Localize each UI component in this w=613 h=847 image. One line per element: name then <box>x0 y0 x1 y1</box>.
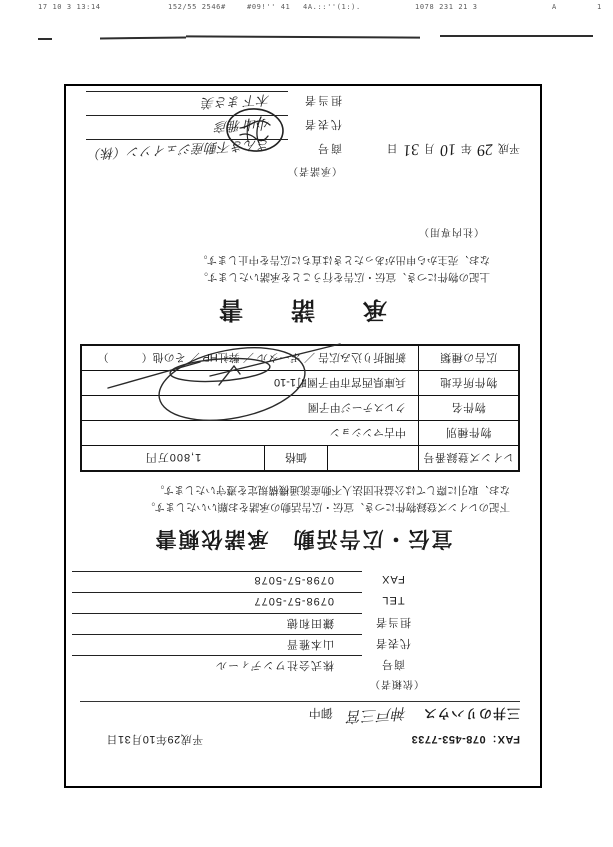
table-header-cell: レインズ登録番号 <box>419 446 520 472</box>
table-value-cell: 新聞折り込み広告 ／ ポータル ／ 弊社HP ／ その他（ ） <box>81 345 419 371</box>
requester-row-label: TEL <box>381 594 405 606</box>
table-header-cell: 物件所在地 <box>419 371 520 396</box>
requester-row <box>72 613 424 634</box>
fax-header-page-count: 1 <box>597 3 602 11</box>
table-header-cell: 広告の種類 <box>419 345 520 371</box>
internal-use-note: （社内専用） <box>418 225 484 237</box>
table-row-ad-type <box>81 345 519 371</box>
consent-text-line: 上記の物件につき、宣伝・広告を行うことを承諾いたします。 <box>197 271 490 284</box>
requester-row-value: 鎌田和徳 <box>72 613 362 632</box>
consenter-row-label: 担当者 <box>303 93 342 106</box>
date-era: 平成 <box>498 141 520 154</box>
scan-divider-segment <box>100 37 186 40</box>
requester-row-label: 商号 <box>381 658 405 670</box>
scanned-page <box>64 84 542 788</box>
requester-row-value: 0798-57-5077 <box>72 592 362 607</box>
fax-header-station-name: 4A.::''(1:). <box>303 3 361 11</box>
requester-row-label: FAX <box>381 573 405 585</box>
table-value-cell: 中古マンション <box>81 421 419 446</box>
page-title: 宣伝・広告活動 承諾依頼書 <box>153 527 453 550</box>
date-month-suffix: 月 <box>423 141 435 154</box>
request-text-line: 下記のレインズ登録物件につき、宣伝・広告活動の承諾をお願いいたします。 <box>144 501 510 513</box>
date-year-suffix: 年 <box>460 141 472 154</box>
handwritten-company: さんき不動産ジェイソン（株） <box>87 137 271 162</box>
consenter-date-line <box>342 91 520 180</box>
requester-row-value: 0798-57-5078 <box>72 571 362 586</box>
date-year-handwritten: 29 <box>476 139 494 159</box>
consenter-row <box>86 139 342 163</box>
requester-row-label: 代表者 <box>375 637 411 649</box>
consenter-row-value <box>86 115 288 136</box>
consenter-row-value <box>86 91 288 112</box>
document-top-line <box>86 732 520 748</box>
consent-title: 承 諾 書 <box>207 296 387 324</box>
consent-text-line: なお、売主から申出があったときは直ちに広告を中止します。 <box>196 254 490 267</box>
fax-header-timestamp: 17 10 3 13:14 <box>38 3 101 11</box>
scan-divider-segment <box>186 35 420 38</box>
fax-header-flag: A <box>552 3 557 11</box>
table-row-address <box>81 371 519 396</box>
date-month-handwritten: 10 <box>439 139 457 159</box>
date-day-suffix: 日 <box>386 141 398 154</box>
consenter-rows <box>86 91 342 180</box>
requester-row-value: 山本雅晋 <box>72 634 362 653</box>
requester-row <box>72 655 424 676</box>
property-table <box>80 344 520 472</box>
recipient-honorific: 御中 <box>308 706 333 720</box>
requester-row <box>72 634 424 655</box>
table-value-cell: 兵庫県西宮市甲子園町1-10 <box>81 371 419 396</box>
consenter-row-value <box>86 139 288 160</box>
table-value-cell: クレステージ甲子園 <box>81 396 419 421</box>
handwritten-representative: 小山 雅彦 <box>214 116 271 135</box>
table-header-cell: 物件種別 <box>419 421 520 446</box>
table-price-cell: 1,800万円 <box>81 446 265 472</box>
document-date: 平成29年10月31日 <box>106 733 204 745</box>
fax-header-number: 1078 231 21 3 <box>415 3 478 11</box>
request-text-line: なお、取引に際しては公益社団法人不動産流通機構規定を遵守いたします。 <box>153 483 510 496</box>
requester-row-label: 担当者 <box>375 616 411 628</box>
recipient-branch-handwritten: 神戸三宮 <box>346 703 408 725</box>
requester-block <box>72 571 424 693</box>
recipient-company: 三井のリハウス <box>422 706 520 721</box>
consenter-label: （承諾者） <box>287 164 342 176</box>
scan-divider-segment <box>38 38 52 40</box>
requester-row <box>72 592 424 613</box>
recipient-line <box>80 701 520 726</box>
consent-paragraph <box>90 251 490 286</box>
consenter-row <box>86 91 342 115</box>
table-header-cell: 価格 <box>265 446 328 472</box>
recipient-fax-number: FAX：078-453-7733 <box>411 733 520 745</box>
table-header-cell: 物件名 <box>419 396 520 421</box>
consenter-block <box>86 91 520 180</box>
fax-header-station-id: 152/55 2546# <box>168 3 226 11</box>
date-day-handwritten: 31 <box>401 139 420 159</box>
request-paragraph <box>90 480 510 515</box>
handwritten-contact-person: 木下 まさ美 <box>201 91 271 111</box>
consenter-row-label: 代表者 <box>303 117 342 130</box>
table-row-reins <box>81 446 519 472</box>
table-value-cell <box>328 446 419 472</box>
consenter-row-label: 商号 <box>316 141 342 154</box>
requester-row <box>72 571 424 592</box>
table-row-type <box>81 421 519 446</box>
requester-row-value: 株式会社ワンディール <box>72 655 362 674</box>
consenter-row <box>86 115 342 139</box>
requester-label: （依頼者） <box>369 678 424 689</box>
scan-divider-segment <box>440 35 593 37</box>
table-row-name <box>81 396 519 421</box>
fax-header-code: #09!'' 41 <box>247 3 291 11</box>
document-rotated-180 <box>66 86 540 786</box>
